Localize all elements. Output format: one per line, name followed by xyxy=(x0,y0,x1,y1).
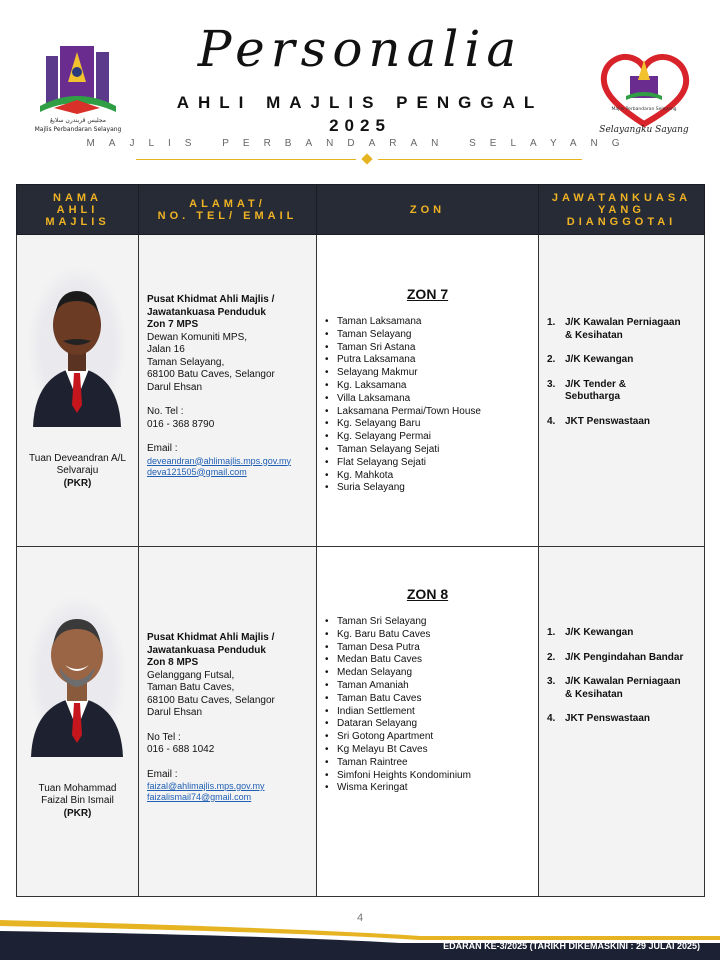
list-item: 2. J/K Kewangan xyxy=(547,354,634,365)
address-cell xyxy=(139,547,317,897)
list-item: • Sri Gotong Apartment xyxy=(325,731,538,744)
committee-name: J/K Kewangan xyxy=(565,627,634,638)
list-item: • Medan Batu Caves xyxy=(325,654,538,667)
list-item: • Taman Batu Caves xyxy=(325,693,538,706)
title-divider-right xyxy=(378,159,582,160)
organization-name: MAJLIS PERBANDARAN SELAYANG xyxy=(86,138,634,149)
committee-list xyxy=(539,547,704,726)
page-title-script: Personalia xyxy=(197,20,523,78)
list-item: • Kg. Selayang Baru xyxy=(325,418,538,431)
edition-note: EDARAN KE-3/2025 (TARIKH DIKEMASKINI : 29 JULAI 2025) xyxy=(443,941,700,951)
list-item: • Taman Desa Putra xyxy=(325,642,538,655)
page-title: AHLI MAJLIS PENGGAL xyxy=(176,93,544,112)
list-item: • Indian Settlement xyxy=(325,706,538,719)
list-item: 1. J/K Kewangan xyxy=(547,627,634,638)
list-item: • Wisma Keringat xyxy=(325,782,538,795)
logo-right-caption: Majlis Perbandaran Selayang xyxy=(611,107,677,112)
table-row xyxy=(17,547,705,897)
office-address: Dewan Komuniti MPS, Jalan 16 Taman Selayang, 68100 Batu Caves, Selangor Darul Ehsan xyxy=(147,331,275,393)
list-item: 2. J/K Pengindahan Bandar xyxy=(547,651,684,663)
zone-area-list xyxy=(317,616,538,795)
list-item: • Taman Selayang xyxy=(325,329,538,342)
list-item: • Kg. Laksamana xyxy=(325,380,538,393)
list-item: • Taman Raintree xyxy=(325,757,538,770)
logo-right-tagline: Selayangku Sayang xyxy=(599,125,689,135)
email-link-official[interactable]: deveandran@ahlimajlis.mps.gov.my xyxy=(147,455,292,466)
logo-left-caption: Majlis Perbandaran Selayang xyxy=(34,126,122,133)
email-link-personal[interactable]: deva121505@gmail.com xyxy=(147,466,247,477)
email-link-personal[interactable]: faizalismail74@gmail.com xyxy=(147,792,252,802)
column-header-name: NAMA AHLI MAJLIS xyxy=(17,185,139,235)
column-header-address: ALAMAT/ NO. TEL/ EMAIL xyxy=(139,185,317,235)
list-item: 3. J/K Tender & Sebutharga xyxy=(547,378,626,402)
list-item: • Dataran Selayang xyxy=(325,718,538,731)
list-item: • Taman Selayang Sejati xyxy=(325,444,538,457)
zone-cell xyxy=(317,547,539,897)
member-party: (PKR) xyxy=(63,808,92,819)
list-item: • Flat Selayang Sejati xyxy=(325,457,538,470)
list-item: • Suria Selayang xyxy=(325,482,538,495)
list-item: • Putra Laksamana xyxy=(325,354,538,367)
list-item: 4. JKT Penswastaan xyxy=(547,713,651,724)
list-item: 3. J/K Kawalan Perniagaan & Kesihatan xyxy=(547,676,681,700)
term-year: 2025 xyxy=(329,116,391,135)
list-item: • Kg Melayu Bt Caves xyxy=(325,744,538,757)
list-item: 4. JKT Penswastaan xyxy=(547,415,651,427)
member-portrait xyxy=(25,263,129,427)
email-label: Email : xyxy=(147,443,178,454)
list-item: • Medan Selayang xyxy=(325,667,538,680)
office-address: Gelanggang Futsal, Taman Batu Caves, 68100 Batu Caves, Selangor Darul Ehsan xyxy=(147,669,275,718)
list-item: • Selayang Makmur xyxy=(325,367,538,380)
list-item: • Taman Amaniah xyxy=(325,680,538,693)
office-heading: Pusat Khidmat Ahli Majlis / Jawatankuasa Penduduk Zon 8 MPS xyxy=(147,632,275,668)
tel-label: No Tel : xyxy=(147,731,181,743)
list-item: • Taman Laksamana xyxy=(325,316,538,329)
zone-area-list xyxy=(317,316,538,495)
table-row xyxy=(17,235,705,547)
phone-number: 016 - 688 1042 xyxy=(147,744,215,755)
list-item: • Laksamana Permai/Town House xyxy=(325,406,538,419)
title-divider-left xyxy=(136,159,356,160)
committee-name: JKT Penswastaan xyxy=(565,713,651,724)
committee-name: J/K Pengindahan Bandar xyxy=(565,651,684,663)
list-item: • Kg. Selayang Permai xyxy=(325,431,538,444)
list-item: • Taman Sri Astana xyxy=(325,342,538,355)
member-cell xyxy=(17,547,139,897)
column-header-committees: JAWATANKUASA YANG DIANGGOTAI xyxy=(539,185,705,235)
list-item: • Villa Laksamana xyxy=(325,393,538,406)
list-item: • Simfoni Heights Kondominium xyxy=(325,770,538,783)
member-name: Tuan Deveandran A/L Selvaraju xyxy=(29,453,126,476)
list-item: • Kg. Baru Batu Caves xyxy=(325,629,538,642)
email-label: Email : xyxy=(147,768,178,780)
svg-text:مجليس ڤربندرن سلايڠ: مجليس ڤربندرن سلايڠ xyxy=(50,117,106,124)
zone-title: ZON 8 xyxy=(406,586,449,602)
committee-name: J/K Kawalan Perniagaan & Kesihatan xyxy=(565,676,681,700)
committee-name: J/K Tender & Sebutharga xyxy=(565,378,626,402)
list-item: • Kg. Mahkota xyxy=(325,470,538,483)
page-number: 4 xyxy=(356,912,364,924)
member-name: Tuan Mohammad Faizal Bin Ismail xyxy=(38,783,117,806)
column-header-zone: ZON xyxy=(317,185,539,235)
committee-list xyxy=(539,235,704,428)
address-cell xyxy=(139,235,317,547)
committees-cell xyxy=(539,235,705,547)
member-portrait xyxy=(25,593,129,757)
zone-cell xyxy=(317,235,539,547)
committee-name: J/K Kewangan xyxy=(565,354,634,365)
email-link-official[interactable]: faizal@ahlimajlis.mps.gov.my xyxy=(147,781,265,791)
table-header-row xyxy=(17,185,705,235)
office-heading: Pusat Khidmat Ahli Majlis / Jawatankuasa Penduduk Zon 7 MPS xyxy=(147,294,275,330)
tel-label: No. Tel : xyxy=(147,406,184,417)
phone-number: 016 - 368 8790 xyxy=(147,418,215,430)
council-members-table xyxy=(16,184,705,897)
zone-title: ZON 7 xyxy=(406,286,449,302)
committee-name: J/K Kawalan Perniagaan & Kesihatan xyxy=(565,317,681,341)
list-item: 1. J/K Kawalan Perniagaan & Kesihatan xyxy=(547,317,681,341)
committees-cell xyxy=(539,547,705,897)
list-item: • Taman Sri Selayang xyxy=(325,616,538,629)
committee-name: JKT Penswastaan xyxy=(565,415,651,427)
member-party: (PKR) xyxy=(63,478,92,489)
divider-diamond xyxy=(361,153,372,164)
member-cell xyxy=(17,235,139,547)
